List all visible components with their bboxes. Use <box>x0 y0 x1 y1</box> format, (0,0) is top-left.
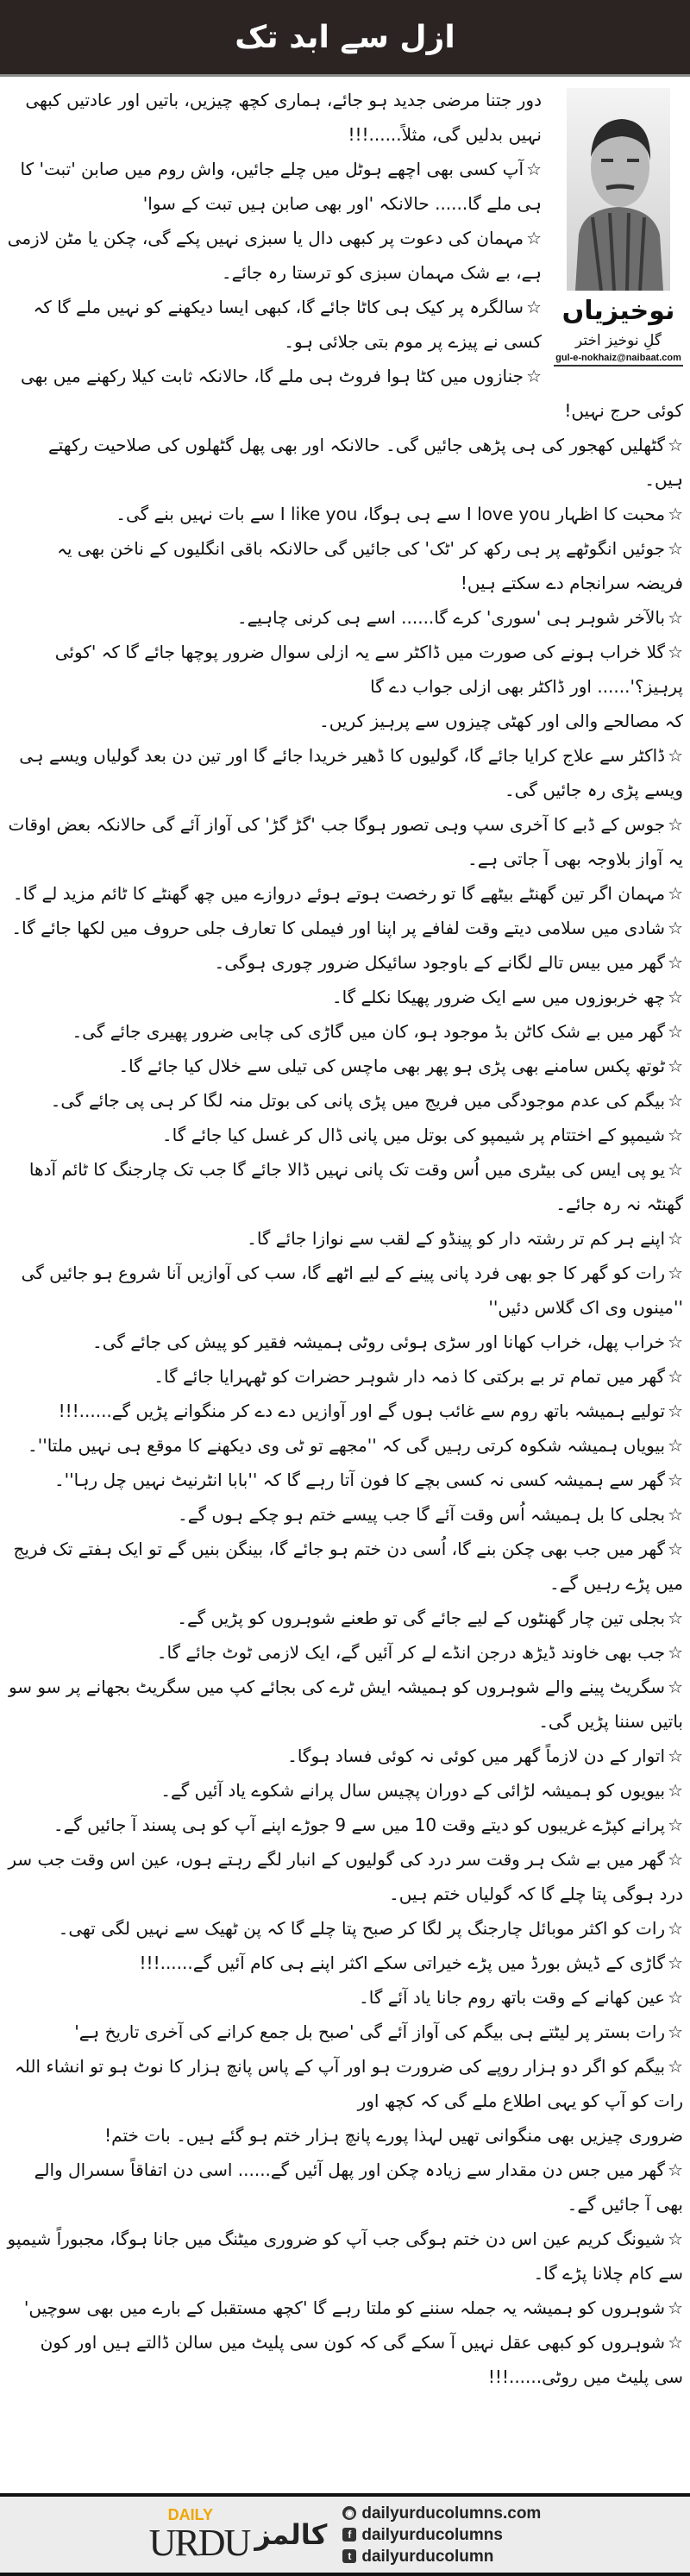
star-bullet-icon: ☆ <box>668 987 683 1007</box>
column-paragraph <box>7 1739 683 1773</box>
star-bullet-icon: ☆ <box>668 952 683 973</box>
footer <box>0 2493 690 2576</box>
paragraph-text: آپ کسی بھی اچھے ہوٹل میں چلے جائیں، واش روم میں صابن 'تبت' کا ہی ملے گا...... حالانکہ 'اور بھی صابن ہیں تبت کے سوا' <box>20 159 542 214</box>
paragraph-text: جب بھی خاوند ڈیڑھ درجن انڈے لے کر آئیں گے، ایک لازمی ٹوٹ جائے گا۔ <box>156 1642 666 1663</box>
column-paragraph <box>7 1014 683 1049</box>
paragraph-text: شیمپو کے اختتام پر شیمپو کی بوتل میں پانی ڈال کر غسل کیا جائے گا۔ <box>161 1125 666 1145</box>
star-bullet-icon: ☆ <box>668 1090 683 1111</box>
star-bullet-icon: ☆ <box>668 2297 683 2318</box>
paragraph-text: گھر میں بے شک کاٹن بڈ موجود ہو، کان میں گاڑی کی چابی ضرور پھیری جائے گی۔ <box>72 1021 666 1042</box>
facebook-link[interactable] <box>342 2525 541 2545</box>
column-paragraph <box>7 1359 683 1394</box>
paragraph-text: جنازوں میں کٹا ہوا فروٹ ہی ملے گا، حالانکہ ثابت کیلا رکھنے میں بھی کوئی حرج نہیں! <box>20 366 683 421</box>
column-paragraph <box>7 1808 683 1842</box>
paragraph-text: بیویاں ہمیشہ شکوہ کرتی رہیں گی کہ ''مجھے تو ٹی وی دیکھنے کا موقع ہی نہیں ملتا''۔ <box>28 1435 666 1456</box>
column-paragraph <box>7 531 683 600</box>
paragraph-text: یو پی ایس کی بیٹری میں اُس وقت تک پانی نہیں ڈالا جائے گا جب تک چارجنگ کا ٹائم آدھا گھنٹہ نہ رہ جائے۔ <box>28 1159 683 1214</box>
column-paragraph <box>7 2325 683 2394</box>
star-bullet-icon: ☆ <box>668 883 683 904</box>
column-paragraph <box>7 1946 683 1980</box>
column-paragraph <box>7 1635 683 1670</box>
star-bullet-icon: ☆ <box>526 366 542 386</box>
globe-icon: ◉ <box>342 2506 356 2520</box>
logo-kalam-text: کالمز <box>254 2518 328 2551</box>
paragraph-text: بیگم کو اگر دو ہزار روپے کی ضرورت ہو اور آپ کے پاس پانچ ہزار کا نوٹ ہو تو انشاء اللہ رات کو آپ کو یہی اطلاع ملے گی کہ کچھ اور <box>15 2056 683 2111</box>
paragraph-text: گھر میں بے شک ہر وقت سر درد کی گولیوں کے انبار لگے رہتے ہوں، عین اس وقت جب سر درد ہوگی پتا چلے گا کہ گولیاں ختم ہیں۔ <box>8 1849 683 1904</box>
column-paragraph <box>7 359 683 428</box>
column-paragraph <box>7 945 683 980</box>
column-paragraph <box>7 1428 683 1463</box>
paragraph-text: جوئیں انگوٹھے پر ہی رکھ کر 'ٹک' کی جائیں گی حالانکہ باقی انگلیوں کے ناخن بھی یہ فریضہ سرانجام دے سکتے ہیں! <box>57 538 683 593</box>
column-paragraph <box>7 1911 683 1946</box>
star-bullet-icon: ☆ <box>526 297 542 317</box>
paragraph-text: رات کو اکثر موبائل چارجنگ پر لگا کر صبح پتا چلے گا کہ پن ٹھیک سے نہیں لگی تھی۔ <box>58 1918 666 1939</box>
paragraph-text: بیگم کی عدم موجودگی میں فریج میں پڑی پانی کی بوتل منہ لگا کر ہی پی جائے گی۔ <box>50 1090 666 1111</box>
star-bullet-icon: ☆ <box>668 814 683 835</box>
paragraph-text: مہمان کی دعوت پر کبھی دال یا سبزی نہیں پکے گی، چکن یا مٹن لازمی ہے، بے شک مہمان سبزی کو ترستا رہ جائے۔ <box>7 228 542 283</box>
column-paragraph <box>7 1083 683 1118</box>
column-paragraph <box>7 1221 683 1256</box>
star-bullet-icon: ☆ <box>526 159 542 179</box>
star-bullet-icon: ☆ <box>668 1504 683 1525</box>
star-bullet-icon: ☆ <box>668 1263 683 1283</box>
column-paragraph <box>7 1394 683 1428</box>
star-bullet-icon: ☆ <box>668 1056 683 1076</box>
star-bullet-icon: ☆ <box>668 504 683 524</box>
author-name: گلِ نوخیز اختر <box>574 332 662 349</box>
column-paragraphs <box>7 83 683 2394</box>
star-bullet-icon: ☆ <box>668 1608 683 1628</box>
column-paragraph <box>7 635 683 704</box>
paragraph-text: گھر سے ہمیشہ کسی نہ کسی بچے کا فون آتا رہے گا کہ ''بابا انٹرنیٹ نہیں چل رہا''۔ <box>53 1470 666 1490</box>
star-bullet-icon: ☆ <box>668 918 683 938</box>
paragraph-text: تولیے ہمیشہ باتھ روم سے غائب ہوں گے اور آوازیں دے دے کر منگوانے پڑیں گے......!!! <box>58 1401 666 1421</box>
article-body <box>7 83 683 2485</box>
column-title: ازل سے ابد تک <box>235 19 455 55</box>
column-paragraph <box>7 1497 683 1532</box>
paragraph-text: اپنے ہر کم تر رشتہ دار کو پینڈو کے لقب سے نوازا جائے گا۔ <box>247 1228 666 1249</box>
paragraph-text: گھر میں تمام تر بے برکتی کا ذمہ دار شوہر حضرات کو ٹھہرایا جائے گا۔ <box>154 1366 666 1387</box>
column-paragraph <box>7 1842 683 1911</box>
column-paragraph <box>7 980 683 1014</box>
column-paragraph <box>7 807 683 876</box>
star-bullet-icon: ☆ <box>668 1952 683 1973</box>
paragraph-text: گٹھلیں کھجور کی ہی پڑھی جائیں گی۔ حالانکہ اور بھی پھل گٹھلوں کی صلاحیت رکھتے ہیں۔ <box>48 435 683 490</box>
paragraph-text: اتوار کے دن لازماً گھر میں کوئی نہ کوئی فساد ہوگا۔ <box>287 1746 666 1766</box>
column-paragraph <box>7 1463 683 1497</box>
column-paragraph <box>7 2153 683 2222</box>
column-paragraph <box>7 911 683 945</box>
star-bullet-icon: ☆ <box>668 2332 683 2353</box>
star-bullet-icon: ☆ <box>668 1228 683 1249</box>
star-bullet-icon: ☆ <box>668 538 683 559</box>
column-paragraph <box>7 2291 683 2325</box>
facebook-icon: f <box>342 2528 356 2542</box>
paragraph-text: شیونگ کریم عین اس دن ختم ہوگی جب آپ کو ضروری میٹنگ میں جانا ہوگا، مجبوراً شیمپو سے کام چلانا پڑے گا۔ <box>7 2228 683 2284</box>
column-paragraph <box>7 1532 683 1601</box>
star-bullet-icon: ☆ <box>668 1849 683 1870</box>
facebook-link-text: dailyurducolumns <box>361 2525 503 2544</box>
paragraph-text: رات بستر پر لیٹتے ہی بیگم کی آواز آئے گی 'صبح بل جمع کرانے کی آخری تاریخ ہے' <box>74 2021 666 2042</box>
column-paragraph <box>7 2049 683 2118</box>
social-links <box>342 2504 541 2567</box>
paragraph-text: شوہروں کو کبھی عقل نہیں آ سکے گی کہ کون سی پلیٹ میں سالن ڈالتے ہیں اور کون سی پلیٹ میں روٹی......!!! <box>40 2332 683 2387</box>
star-bullet-icon: ☆ <box>668 1366 683 1387</box>
star-bullet-icon: ☆ <box>668 2021 683 2042</box>
twitter-link-text: dailyurducolumn <box>361 2547 494 2566</box>
column-header <box>0 0 690 77</box>
column-paragraph <box>7 2015 683 2049</box>
paragraph-text: سالگرہ پر کیک ہی کاٹا جائے گا، کبھی ایسا دیکھنے کو نہیں ملے گا کہ کسی نے پیزے پر موم بتی جلائی ہو۔ <box>33 297 542 352</box>
twitter-link[interactable] <box>342 2547 541 2567</box>
star-bullet-icon: ☆ <box>668 1539 683 1559</box>
paragraph-text: گاڑی کے ڈیش بورڈ میں پڑے خیراتی سکے اکثر اپنے ہی کام آئیں گے......!!! <box>139 1952 666 1973</box>
column-paragraph <box>7 428 683 497</box>
paragraph-text: ٹوتھ پکس سامنے بھی پڑی ہو پھر بھی ماچس کی تیلی سے خلال کیا جائے گا۔ <box>118 1056 666 1076</box>
column-paragraph <box>7 2222 683 2291</box>
star-bullet-icon: ☆ <box>668 1125 683 1145</box>
column-paragraph <box>7 704 683 738</box>
star-bullet-icon: ☆ <box>668 1021 683 1042</box>
author-photo <box>567 88 670 291</box>
paragraph-text: گھر میں جس دن مقدار سے زیادہ چکن اور پھل آئیں گے...... اسی دن اتفاقاً سسرال والے بھی آ جائیں گے۔ <box>34 2159 683 2215</box>
star-bullet-icon: ☆ <box>668 1470 683 1490</box>
column-paragraph <box>7 497 683 531</box>
paragraph-text: مہمان اگر تین گھنٹے بیٹھے گا تو رخصت ہوتے ہوئے دروازے میں چھ گھنٹے کا ٹائم مزید لے گا۔ <box>12 883 666 904</box>
paragraph-text: گھر میں بیس تالے لگانے کے باوجود سائیکل ضرور چوری ہوگی۔ <box>214 952 666 973</box>
star-bullet-icon: ☆ <box>668 1332 683 1352</box>
star-bullet-icon: ☆ <box>668 1814 683 1835</box>
paragraph-text: چھ خربوزوں میں سے ایک ضرور پھیکا نکلے گا۔ <box>331 987 666 1007</box>
column-paragraph <box>7 1152 683 1221</box>
logo-daily-text: DAILY <box>167 2506 214 2523</box>
column-paragraph <box>7 1049 683 1083</box>
star-bullet-icon: ☆ <box>668 2228 683 2249</box>
column-name: نوخیزیاں <box>561 296 675 326</box>
star-bullet-icon: ☆ <box>668 607 683 628</box>
star-bullet-icon: ☆ <box>668 1159 683 1180</box>
star-bullet-icon: ☆ <box>668 1401 683 1421</box>
star-bullet-icon: ☆ <box>668 1918 683 1939</box>
paragraph-text: دور جتنا مرضی جدید ہو جائے، ہماری کچھ چیزیں، باتیں اور عادتیں کبھی نہیں بدلیں گی، مثلاً......!!! <box>25 90 542 145</box>
column-paragraph <box>7 1325 683 1359</box>
column-paragraph <box>7 1773 683 1808</box>
star-bullet-icon: ☆ <box>668 2159 683 2180</box>
column-paragraph <box>7 600 683 635</box>
paragraph-text: بالآخر شوہر ہی 'سوری' کرے گا...... اسے ہی کرنی چاہیے۔ <box>236 607 666 628</box>
star-bullet-icon: ☆ <box>668 1642 683 1663</box>
author-email[interactable]: gul-e-nokhaiz@naibaat.com <box>554 353 683 367</box>
paragraph-text: جوس کے ڈبے کا آخری سپ وہی تصور ہوگا جب 'گڑ گڑ' کی آواز آئے گی حالانکہ بعض اوقات یہ آواز بلاوجہ بھی آ جاتی ہے۔ <box>8 814 683 869</box>
paragraph-text: شوہروں کو ہمیشہ یہ جملہ سننے کو ملتا رہے گا 'کچھ مستقبل کے بارے میں بھی سوچیں' <box>23 2297 666 2318</box>
paragraph-text: بجلی تین چار گھنٹوں کے لیے جائے گی تو طعنے شوہروں کو پڑیں گے۔ <box>177 1608 666 1628</box>
star-bullet-icon: ☆ <box>668 745 683 766</box>
column-paragraph <box>7 1980 683 2015</box>
star-bullet-icon: ☆ <box>668 2056 683 2077</box>
paragraph-text: بجلی کا بل ہمیشہ اُس وقت آئے گا جب پیسے ختم ہو چکے ہوں گے۔ <box>178 1504 666 1525</box>
paragraph-text: خراب پھل، خراب کھانا اور سڑی ہوئی روٹی ہمیشہ فقیر کو پیش کی جائے گی۔ <box>92 1332 666 1352</box>
column-paragraph <box>7 1256 683 1325</box>
paragraph-text: شادی میں سلامی دیتے وقت لفافے پر اپنا اور فیملی کا تعارف جلی حروف میں لکھا جائے گا۔ <box>11 918 666 938</box>
column-paragraph <box>7 1118 683 1152</box>
column-paragraph <box>7 738 683 807</box>
twitter-icon: t <box>342 2549 356 2563</box>
column-paragraph <box>7 1670 683 1739</box>
paragraph-text: سگریٹ پینے والے شوہروں کو ہمیشہ ایش ٹرے کی بجائے کپ میں سگریٹ بجھانے پر سو سو باتیں سننا پڑیں گی۔ <box>8 1677 683 1732</box>
paragraph-text: پرانے کپڑے غریبوں کو دیتے وقت 10 میں سے 9 جوڑے اپنے آپ کو ہی پسند آ جائیں گے۔ <box>53 1814 666 1835</box>
paragraph-text: ضروری چیزیں بھی منگوانی تھیں لہذا پورے پانچ ہزار ختم ہو گئے ہیں۔ بات ختم! <box>104 2125 683 2146</box>
star-bullet-icon: ☆ <box>668 1780 683 1801</box>
paragraph-text: گھر میں جب بھی چکن بنے گا، اُسی دن ختم ہو جائے گا، بینگن بنیں گے تو ایک ہفتے تک فریج میں پڑے رہیں گے۔ <box>13 1539 683 1594</box>
paragraph-text: ڈاکٹر سے علاج کرایا جائے گا، گولیوں کا ڈھیر خریدا جائے گا اور تین دن بعد گولیاں ویسے ہی ویسے پڑی رہ جائیں گی۔ <box>19 745 683 800</box>
author-block <box>554 83 683 367</box>
website-link-text: dailyurducolumns.com <box>361 2504 542 2523</box>
column-paragraph <box>7 1601 683 1635</box>
star-bullet-icon: ☆ <box>668 1987 683 2008</box>
paragraph-text: رات کو گھر کا جو بھی فرد پانی پینے کے لیے اٹھے گا، سب کی آوازیں آنا شروع ہو جائیں گی ''مینوں وی اک گلاس دئیں'' <box>21 1263 683 1318</box>
column-paragraph <box>7 876 683 911</box>
daily-urdu-columns-logo <box>149 2502 328 2567</box>
star-bullet-icon: ☆ <box>668 435 683 455</box>
star-bullet-icon: ☆ <box>668 1435 683 1456</box>
website-link[interactable] <box>342 2504 541 2523</box>
column-paragraph <box>7 2118 683 2153</box>
paragraph-text: محبت کا اظہار I love you سے ہی ہوگا، I like you سے بات نہیں بنے گی۔ <box>116 504 666 524</box>
star-bullet-icon: ☆ <box>526 228 542 248</box>
star-bullet-icon: ☆ <box>668 1746 683 1766</box>
star-bullet-icon: ☆ <box>668 1677 683 1697</box>
paragraph-text: بیویوں کو ہمیشہ لڑائی کے دوران پچیس سال پرانے شکوے یاد آئیں گے۔ <box>160 1780 666 1801</box>
paragraph-text: گلا خراب ہونے کی صورت میں ڈاکٹر سے یہ ازلی سوال ضرور پوچھا جائے گا کہ 'کوئی پرہیز؟'...... اور ڈاکٹر بھی ازلی جواب دے گا <box>54 642 683 697</box>
paragraph-text: کہ مصالحے والی اور کھٹی چیزوں سے پرہیز کریں۔ <box>319 711 683 731</box>
paragraph-text: عین کھانے کے وقت باتھ روم جانا یاد آئے گا۔ <box>359 1987 666 2008</box>
logo-urdu-text: URDU <box>148 2522 250 2564</box>
author-portrait-icon <box>567 88 670 291</box>
logo-wordmark <box>149 2506 250 2563</box>
star-bullet-icon: ☆ <box>668 642 683 662</box>
